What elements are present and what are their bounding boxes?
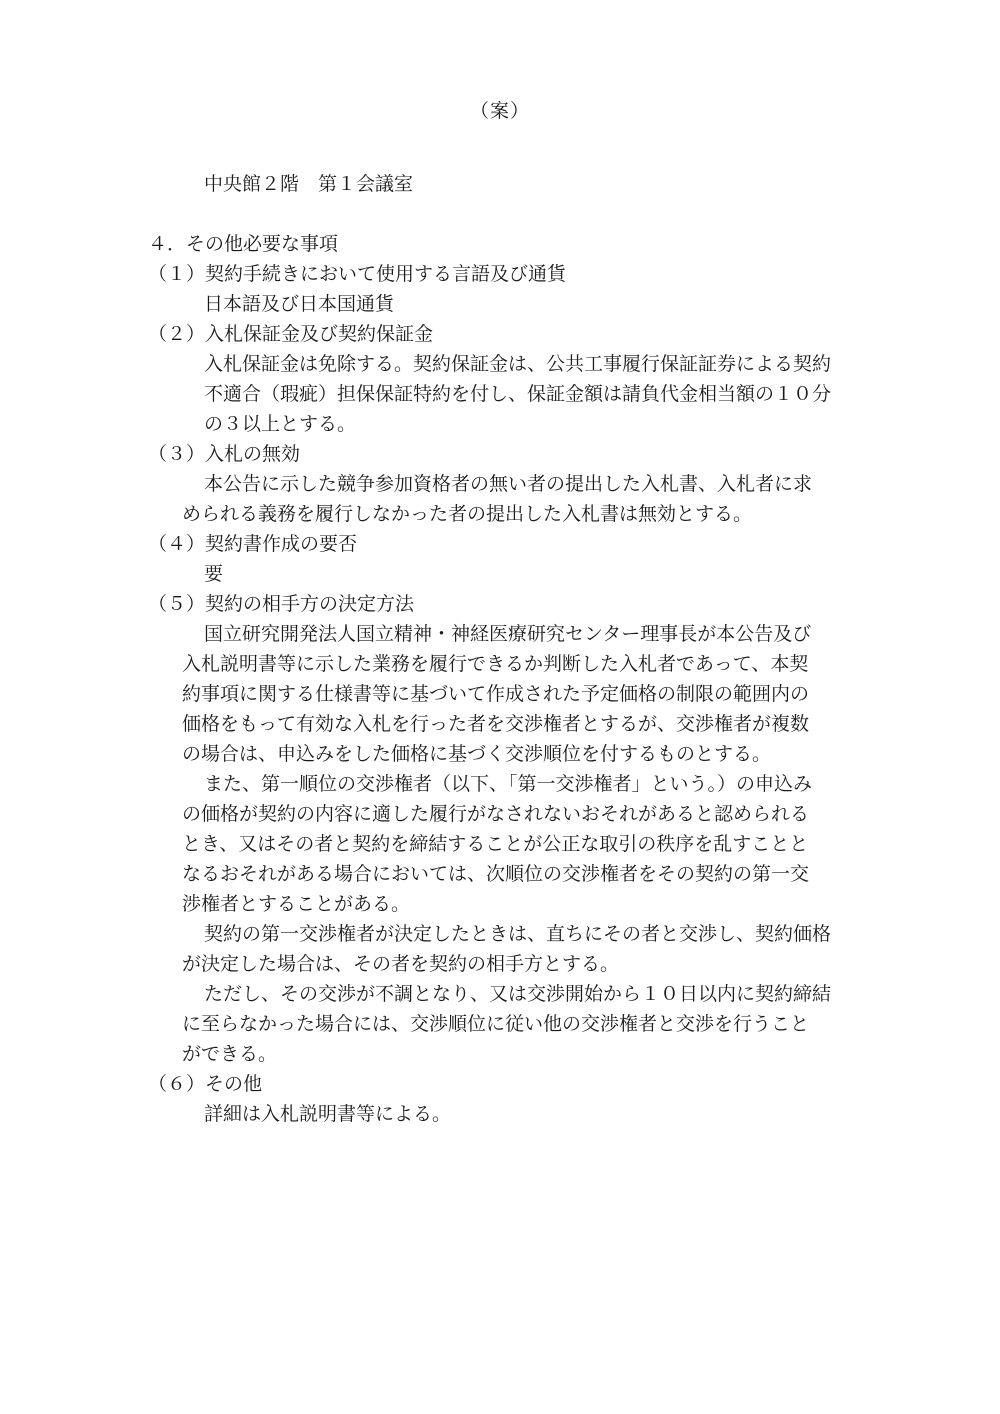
draft-mark: （案）	[469, 100, 530, 122]
item-heading-6: （６）その他	[148, 1073, 263, 1095]
item-3-line-1: 本公告に示した競争参加資格者の無い者の提出した入札書、入札者に求	[204, 473, 813, 495]
item-3-line-2: められる義務を履行しなかった者の提出した入札書は無効とする。	[182, 503, 753, 525]
item-5-line-5: の場合は、申込みをした価格に基づく交渉順位を付するものとする。	[182, 743, 772, 765]
item-heading-4: （４）契約書作成の要否	[148, 533, 358, 555]
item-5-line-15: ができる。	[182, 1043, 278, 1065]
item-5-line-12: が決定した場合は、その者を契約の相手方とする。	[182, 953, 620, 975]
item-heading-2: （２）入札保証金及び契約保証金	[148, 323, 434, 345]
item-2-line-1: 入札保証金は免除する。契約保証金は、公共工事履行保証証券による契約	[204, 353, 832, 375]
item-5-line-11: 契約の第一交渉権者が決定したときは、直ちにその者と交渉し、契約価格	[204, 923, 832, 945]
item-5-line-1: 国立研究開発法人国立精神・神経医療研究センター理事長が本公告及び	[204, 623, 812, 645]
item-4-line-1: 要	[204, 563, 224, 585]
item-5-line-8: とき、又はその者と契約を締結することが公正な取引の秩序を乱すことと	[182, 833, 809, 855]
item-2-line-2: 不適合（瑕疵）担保保証特約を付し、保証金額は請負代金相当額の１０分	[204, 383, 832, 405]
item-heading-1: （１）契約手続きにおいて使用する言語及び通貨	[148, 263, 567, 285]
item-5-line-3: 約事項に関する仕様書等に基づいて作成された予定価格の制限の範囲内の	[182, 683, 810, 705]
item-5-line-14: に至らなかった場合には、交渉順位に従い他の交渉権者と交渉を行うこと	[182, 1013, 810, 1035]
item-5-line-13: ただし、その交渉が不調となり、又は交渉開始から１０日以内に契約締結	[204, 983, 832, 1005]
item-6-line-1: 詳細は入札説明書等による。	[204, 1103, 452, 1125]
item-5-line-6: また、第一順位の交渉権者（以下、「第一交渉権者」という。）の申込み	[204, 773, 813, 795]
item-5-line-10: 渉権者とすることがある。	[182, 893, 411, 915]
item-5-line-9: なるおそれがある場合においては、次順位の交渉権者をその契約の第一交	[182, 863, 810, 885]
section-heading: ４．その他必要な事項	[148, 233, 339, 255]
item-5-line-7: の価格が契約の内容に適した履行がなされないおそれがあると認められる	[182, 803, 810, 825]
item-2-line-3: の３以上とする。	[204, 413, 357, 435]
item-heading-3: （３）入札の無効	[148, 443, 301, 465]
venue-text: 中央館２階 第１会議室	[204, 173, 414, 195]
item-heading-5: （５）契約の相手方の決定方法	[148, 593, 415, 615]
item-1-line-1: 日本語及び日本国通貨	[204, 293, 395, 315]
item-5-line-2: 入札説明書等に示した業務を履行できるか判断した入札者であって、本契	[182, 653, 809, 675]
item-5-line-4: 価格をもって有効な入札を行った者を交渉権者とするが、交渉権者が複数	[182, 713, 810, 735]
